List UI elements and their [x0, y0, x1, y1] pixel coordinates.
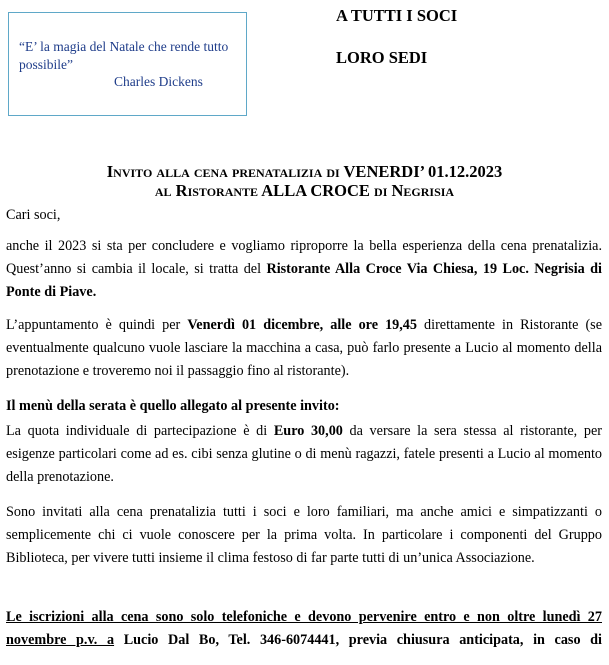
- quote-box: [8, 12, 247, 116]
- fee-text-start: La quota individuale di partecipazione è di: [6, 423, 274, 439]
- paragraph-menu: [6, 395, 602, 418]
- appointment-datetime: Venerdì 01 dicembre, alle ore 19,45: [187, 317, 417, 333]
- fee-amount: Euro 30,00: [273, 423, 343, 439]
- menu-note: Il menù della serata è quello allegato al presente invito:: [6, 398, 340, 414]
- intro-text: anche il 2023 si sta per concludere e vogliamo riproporre la bella esperienza della cena prenatalizia. Quest’anno si cambia il locale, si tratta del: [6, 238, 602, 278]
- appointment-text-start: L’appuntamento è quindi per: [6, 317, 188, 333]
- registration-contact: Lucio Dal Bo, Tel. 346-6074441, previa chiusura anticipata, in caso di: [114, 632, 602, 649]
- restaurant-address: Ristorante Alla Croce Via Chiesa, 19 Loc. Negrisia di Ponte di Piave.: [6, 261, 602, 301]
- quote-text: “E’ la magia del Natale che rende tutto possibile”: [19, 39, 229, 72]
- paragraph-fee: [6, 420, 602, 490]
- invitation-title-line-2: al Ristorante ALLA CROCE di Negrisia: [154, 181, 455, 200]
- recipient-line-1: A TUTTI I SOCI: [336, 6, 458, 25]
- fee-text-end: da versare la sera stessa al ristorante, per esigenze particolari come ad es. cibi senza glutine o di menù ragazzi, fatele presenti a Lucio al momento della prenotazione.: [6, 423, 602, 486]
- invitation-title-line-1: Invito alla cena prenatalizia di VENERDI’ 01.12.2023: [106, 162, 503, 181]
- recipient-line-2: LORO SEDI: [336, 48, 428, 67]
- paragraph-registration: [6, 606, 602, 652]
- quote-author: Charles Dickens: [114, 74, 203, 89]
- paragraph-invited: Sono invitati alla cena prenatalizia tutti i soci e loro familiari, ma anche amici e simpatizzanti o semplicemente chi ci vuole conoscere per la prima volta. In particolare i componenti del Gruppo Biblioteca, per vivere tutti insieme il clima festoso di far parte tutti di un’unica Associazione.: [6, 504, 602, 567]
- paragraph-appointment: [6, 314, 602, 384]
- appointment-text-end: direttamente in Ristorante (se eventualmente qualcuno vuole lasciare la macchina a casa, può farlo presente a Lucio al momento della prenotazione e troveremo noi il passaggio fino al ristorante).: [6, 317, 602, 380]
- greeting: Cari soci,: [6, 207, 61, 223]
- registration-deadline: Le iscrizioni alla cena sono solo telefoniche e devono pervenire entro e non oltre lunedì 27 novembre p.v. a: [6, 609, 602, 649]
- paragraph-intro: [6, 235, 602, 305]
